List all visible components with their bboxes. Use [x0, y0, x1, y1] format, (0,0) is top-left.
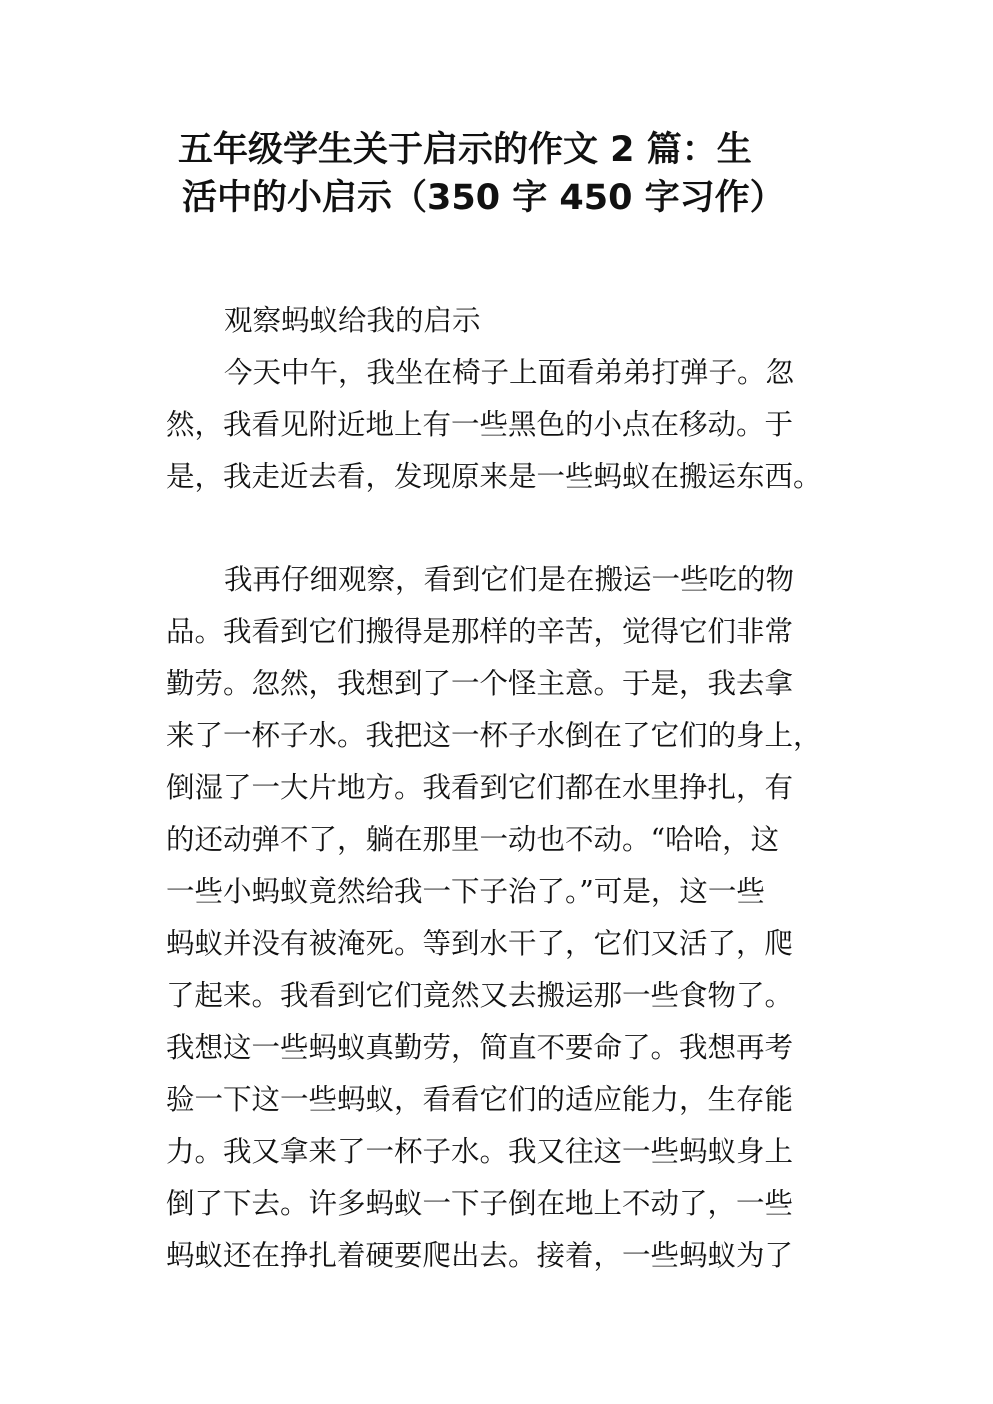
- text-line: 我再仔细观察，看到它们是在搬运一些吃的物: [224, 563, 795, 596]
- text-line: 力。我又拿来了一杯子水。我又往这一些蚂蚁身上: [166, 1135, 794, 1168]
- text-line: 的还动弹不了，躺在那里一动也不动。“哈哈，这: [166, 823, 780, 856]
- document-title: [178, 126, 858, 222]
- text-line: 了起来。我看到它们竟然又去搬运那一些食物了。: [166, 979, 794, 1012]
- text-line: 蚂蚁还在挣扎着硬要爬出去。接着，一些蚂蚁为了: [166, 1239, 794, 1272]
- text-line: 倒湿了一大片地方。我看到它们都在水里挣扎，有: [166, 771, 794, 804]
- text-line: 然，我看见附近地上有一些黑色的小点在移动。于: [166, 408, 794, 441]
- text-line: 蚂蚁并没有被淹死。等到水干了，它们又活了，爬: [166, 927, 794, 960]
- section-heading: 观察蚂蚁给我的启示: [224, 304, 481, 337]
- text-line: 我想这一些蚂蚁真勤劳，简直不要命了。我想再考: [166, 1031, 794, 1064]
- text-line: 一些小蚂蚁竟然给我一下子治了。”可是，这一些: [166, 875, 765, 908]
- paragraph-2: [166, 554, 846, 1282]
- text-line: 品。我看到它们搬得是那样的辛苦，觉得它们非常: [166, 615, 794, 648]
- text-line: 来了一杯子水。我把这一杯子水倒在了它们的身上，: [166, 719, 822, 752]
- title-line: 五年级学生关于启示的作文 2 篇：生: [178, 130, 752, 170]
- text-line: 今天中午，我坐在椅子上面看弟弟打弹子。忽: [224, 356, 795, 389]
- text-line: 是，我走近去看，发现原来是一些蚂蚁在搬运东西。: [166, 460, 822, 493]
- title-line: 活中的小启示（350 字 450 字习作）: [182, 178, 785, 218]
- text-line: 验一下这一些蚂蚁，看看它们的适应能力，生存能: [166, 1083, 794, 1116]
- section-1: [166, 295, 846, 503]
- text-line: 倒了下去。许多蚂蚁一下子倒在地上不动了，一些: [166, 1187, 794, 1220]
- text-line: 勤劳。忽然，我想到了一个怪主意。于是，我去拿: [166, 667, 794, 700]
